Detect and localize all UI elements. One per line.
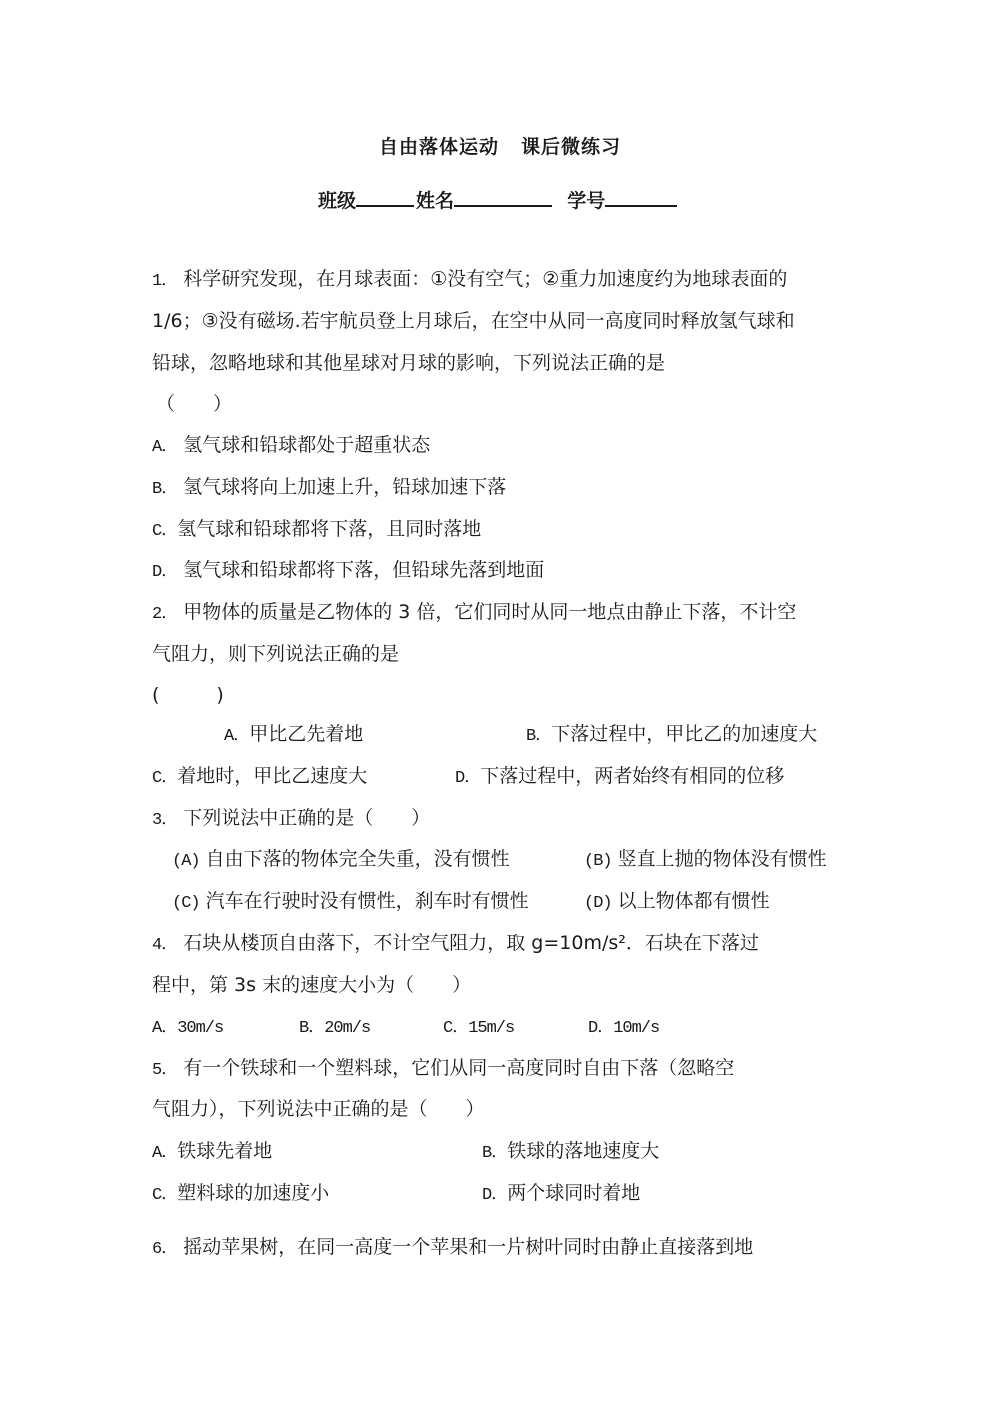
q3-option-a[interactable] [172,847,510,874]
option-label: (C) [172,894,200,913]
q3-stem-line-1 [152,806,430,833]
option-label: (A) [172,852,200,871]
q5-option-d[interactable] [482,1181,640,1208]
answer-bracket-text: （ ） [156,393,233,415]
q3-option-d[interactable] [584,889,770,916]
question-text: 气阻力），下列说法中正确的是（ ） [152,1098,485,1120]
q5-stem-line-1 [152,1056,734,1083]
option-label: D． [152,563,178,582]
q4-option-d[interactable] [588,1014,659,1041]
option-label: A． [224,727,250,746]
q4-stem-line-2 [152,973,471,997]
option-text: 竖直上抛的物体没有惯性 [617,848,827,870]
q4-option-b[interactable] [299,1014,370,1041]
question-text: 气阻力，则下列说法正确的是 [152,643,400,665]
q2-answer-bracket[interactable] [152,683,224,707]
question-number: 5． [152,1061,178,1080]
q2-option-a[interactable] [224,722,363,749]
question-text: 铅球，忽略地球和其他星球对月球的影响，下列说法正确的是 [152,352,666,374]
worksheet-title [0,132,1000,159]
q1-stem-line-2 [152,309,795,333]
q1-option-b[interactable] [152,475,506,502]
question-text: 程中，第 3s 末的速度大小为（ ） [152,974,472,996]
q2-stem-line-1 [152,600,796,627]
q5-option-c[interactable] [152,1181,329,1208]
q4-option-c[interactable] [443,1014,514,1041]
question-text: 石块从楼顶自由落下，不计空气阻力，取 g=10m/s²．石块在下落过 [183,932,759,954]
name-blank[interactable] [454,187,552,207]
question-text: 甲物体的质量是乙物体的 3 倍，它们同时从同一地点由静止下落，不计空 [183,601,797,623]
option-label: B． [526,727,552,746]
option-label: B． [482,1144,508,1163]
q1-option-a[interactable] [152,433,430,460]
option-label: (D) [584,894,612,913]
question-text: 下列说法中正确的是（ ） [183,807,431,829]
name-label: 姓名 [416,190,455,212]
answer-bracket-text: ( ) [152,684,224,706]
option-label: A． [152,438,178,457]
student-id-label: 学号 [567,190,606,212]
question-number: 2． [152,605,178,624]
question-text: 1/6；③没有磁场.若宇航员登上月球后，在空中从同一高度同时释放氢气球和 [152,310,795,332]
q5-option-b[interactable] [482,1139,659,1166]
q1-option-d[interactable] [152,558,544,585]
option-text: 自由下落的物体完全失重，没有惯性 [205,848,510,870]
q4-stem-line-1 [152,931,759,958]
option-label: B． [299,1019,325,1038]
q1-stem-line-3 [152,351,665,375]
option-label: (B) [584,852,612,871]
option-text: 下落过程中，两者始终有相同的位移 [480,765,785,787]
q3-option-c[interactable] [172,889,529,916]
q2-option-b[interactable] [526,722,817,749]
option-label: C． [152,1186,178,1205]
option-text: 塑料球的加速度小 [177,1182,330,1204]
option-text: 15m/s [468,1019,515,1038]
option-text: 30m/s [177,1019,224,1038]
title-subtitle: 课后微练习 [521,136,622,158]
option-text: 氢气球和铅球都将下落，但铅球先落到地面 [183,559,545,581]
option-text: 20m/s [324,1019,371,1038]
q6-stem-line-1 [152,1235,753,1262]
q1-option-c[interactable] [152,517,481,544]
q2-stem-line-2 [152,642,399,666]
q1-stem-line-1 [152,267,787,294]
q5-option-a[interactable] [152,1139,272,1166]
option-label: A． [152,1144,178,1163]
option-text: 甲比乙先着地 [249,723,364,745]
option-label: C． [152,769,178,788]
option-text: 以上物体都有惯性 [617,890,770,912]
option-text: 下落过程中，甲比乙的加速度大 [551,723,818,745]
class-blank[interactable] [356,187,414,207]
option-label: B． [152,480,178,499]
student-info-line [318,186,679,213]
option-label: D． [482,1186,508,1205]
option-text: 10m/s [613,1019,660,1038]
option-text: 两个球同时着地 [507,1182,641,1204]
option-label: D． [588,1019,614,1038]
class-label: 班级 [318,190,357,212]
option-text: 汽车在行驶时没有惯性，刹车时有惯性 [205,890,529,912]
title-topic: 自由落体运动 [378,136,499,158]
option-text: 氢气球和铅球都处于超重状态 [183,434,431,456]
option-text: 铁球先着地 [177,1140,273,1162]
question-text: 有一个铁球和一个塑料球，它们从同一高度同时自由下落（忽略空 [183,1057,735,1079]
option-label: C． [152,522,178,541]
question-text: 科学研究发现，在月球表面：①没有空气；②重力加速度约为地球表面的 [183,268,788,290]
option-label: C． [443,1019,469,1038]
q4-option-a[interactable] [152,1014,223,1041]
q3-option-b[interactable] [584,847,827,874]
option-text: 着地时，甲比乙速度大 [177,765,368,787]
option-text: 氢气球将向上加速上升，铅球加速下落 [183,476,507,498]
option-text: 铁球的落地速度大 [507,1140,660,1162]
question-number: 4． [152,936,178,955]
option-text: 氢气球和铅球都将下落，且同时落地 [177,518,482,540]
option-label: A． [152,1019,178,1038]
option-label: D． [455,769,481,788]
student-id-blank[interactable] [605,187,677,207]
q2-option-c[interactable] [152,764,367,791]
question-number: 1． [152,272,178,291]
question-number: 6． [152,1240,178,1259]
q1-answer-bracket[interactable] [156,392,232,416]
q2-option-d[interactable] [455,764,784,791]
question-number: 3． [152,811,178,830]
q5-stem-line-2 [152,1097,485,1121]
question-text: 摇动苹果树，在同一高度一个苹果和一片树叶同时由静止直接落到地 [183,1236,754,1258]
